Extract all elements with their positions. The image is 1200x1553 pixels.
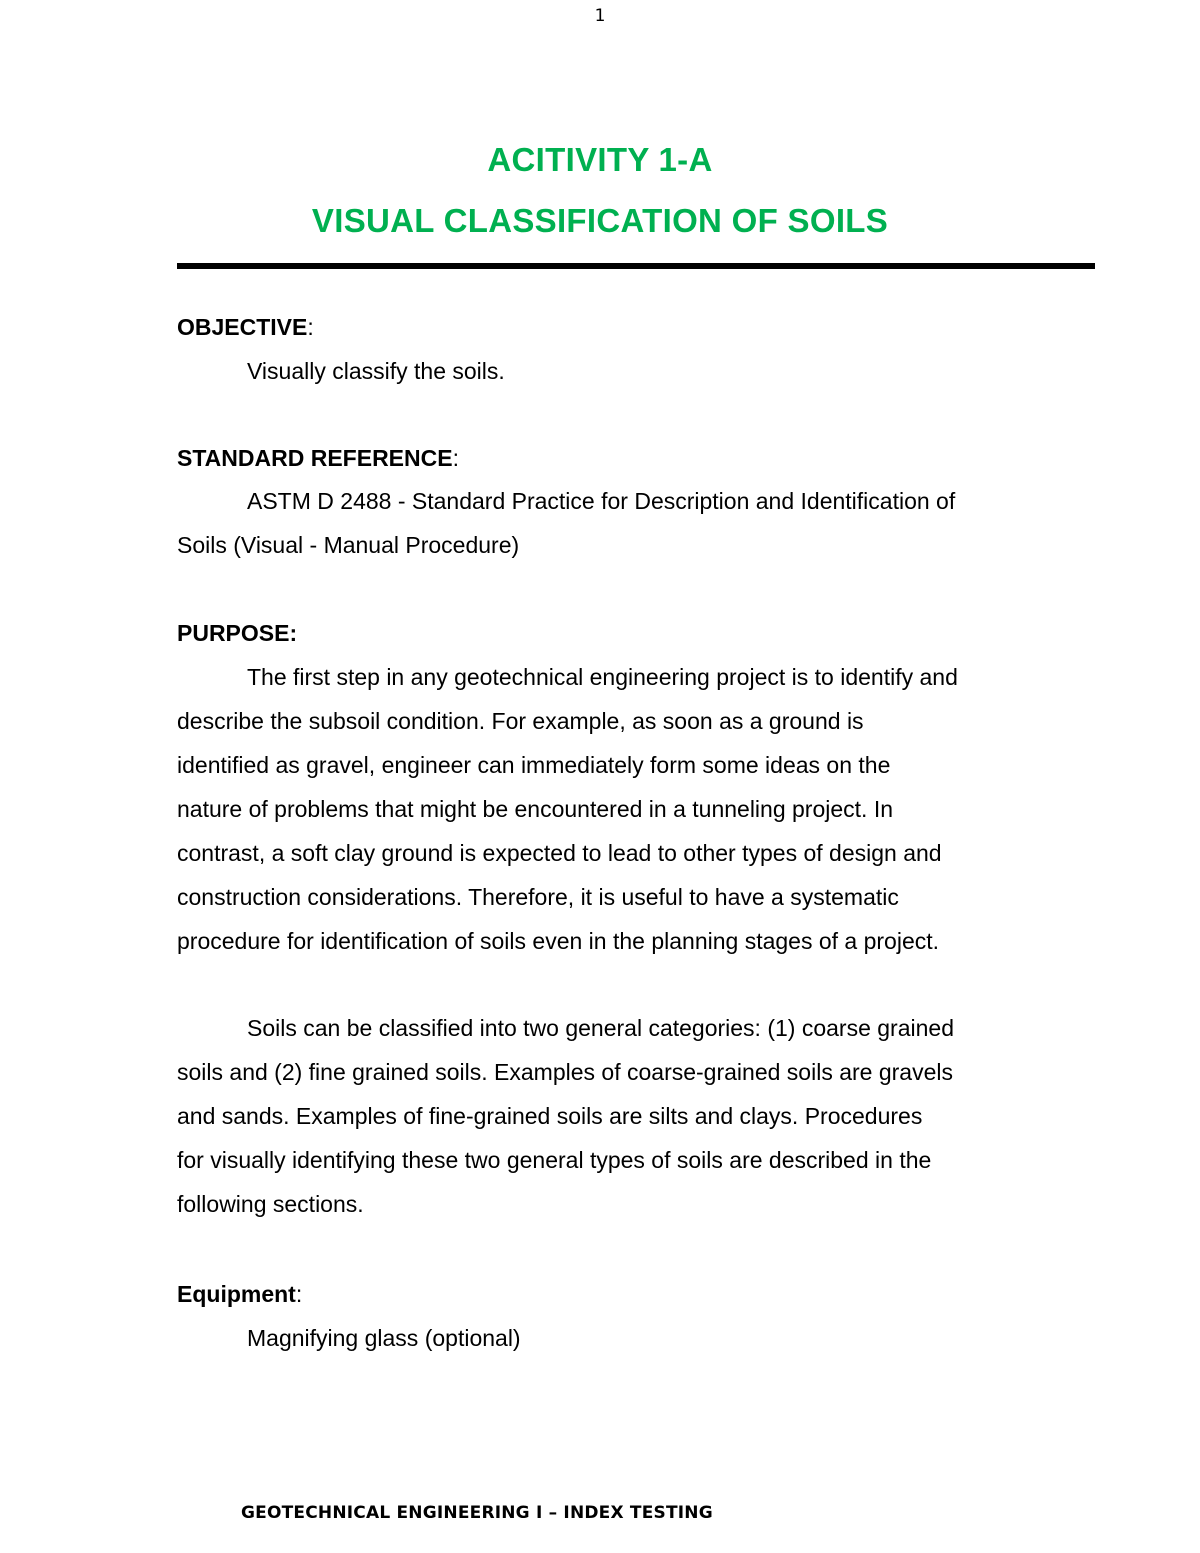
equipment-heading xyxy=(177,1280,302,1308)
standard-reference-colon: : xyxy=(452,445,459,471)
objective-text: Visually classify the soils. xyxy=(247,358,505,384)
paragraph-line: following sections. xyxy=(177,1191,364,1217)
standard-reference-label: STANDARD REFERENCE xyxy=(177,445,453,471)
standard-reference-line-1: ASTM D 2488 - Standard Practice for Description and Identification of xyxy=(247,488,956,514)
purpose-heading xyxy=(177,619,297,647)
paragraph-line: soils and (2) fine grained soils. Examples of coarse-grained soils are gravels xyxy=(177,1059,953,1085)
objective-heading xyxy=(177,313,314,341)
purpose-paragraph-2 xyxy=(177,1006,1077,1226)
activity-subtitle: VISUAL CLASSIFICATION OF SOILS xyxy=(311,202,889,239)
equipment-colon: : xyxy=(295,1281,303,1307)
activity-title: ACITIVITY 1-A xyxy=(487,141,713,178)
page-footer: GEOTECHNICAL ENGINEERING I – INDEX TESTING xyxy=(241,1503,713,1523)
paragraph-line: Soils can be classified into two general categories: (1) coarse grained xyxy=(247,1015,954,1041)
purpose-paragraph-1 xyxy=(177,655,1077,963)
objective-label: OBJECTIVE xyxy=(177,314,308,340)
paragraph-line: for visually identifying these two general types of soils are described in the xyxy=(177,1147,932,1173)
page-number: 1 xyxy=(594,6,606,26)
paragraph-line: nature of problems that might be encountered in a tunneling project. In xyxy=(177,796,894,822)
equipment-text: Magnifying glass (optional) xyxy=(247,1325,521,1351)
paragraph-line: contrast, a soft clay ground is expected to lead to other types of design and xyxy=(177,840,942,866)
title-divider xyxy=(177,263,1095,269)
purpose-label: PURPOSE: xyxy=(177,620,298,646)
paragraph-line: procedure for identification of soils even in the planning stages of a project. xyxy=(177,928,940,954)
paragraph-line: construction considerations. Therefore, it is useful to have a systematic xyxy=(177,884,899,910)
standard-reference-line-2: Soils (Visual - Manual Procedure) xyxy=(177,532,520,558)
standard-reference-heading xyxy=(177,444,459,472)
paragraph-line: and sands. Examples of fine-grained soils are silts and clays. Procedures xyxy=(177,1103,923,1129)
paragraph-line: identified as gravel, engineer can immediately form some ideas on the xyxy=(177,752,891,778)
equipment-label: Equipment xyxy=(177,1281,296,1307)
objective-colon: : xyxy=(307,314,314,340)
paragraph-line: The first step in any geotechnical engineering project is to identify and xyxy=(247,664,958,690)
paragraph-line: describe the subsoil condition. For example, as soon as a ground is xyxy=(177,708,864,734)
